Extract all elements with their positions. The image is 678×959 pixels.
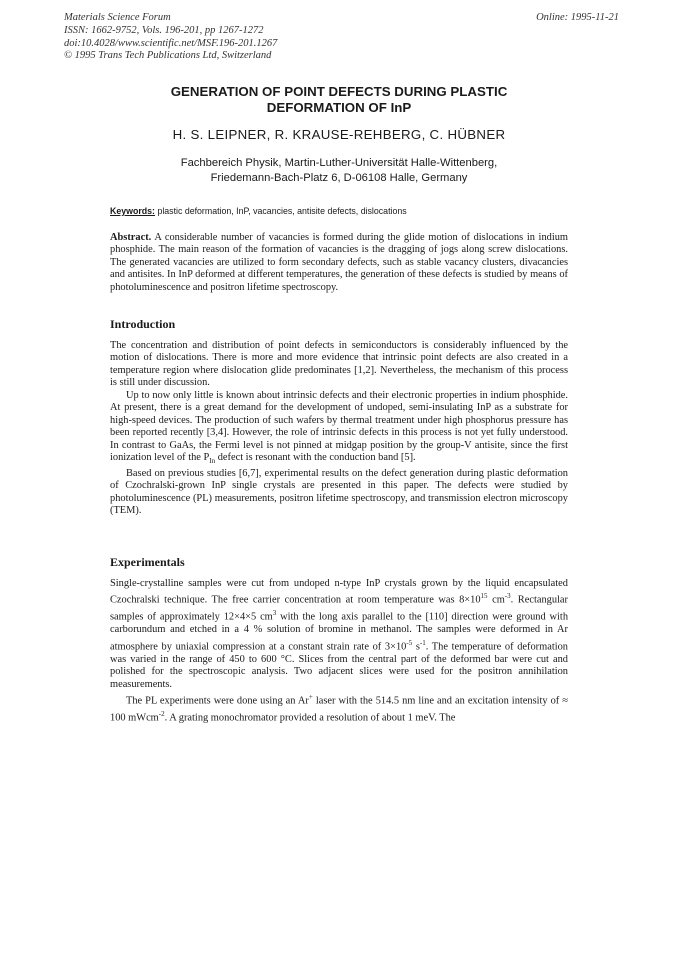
title-line-1: GENERATION OF POINT DEFECTS DURING PLASTIC bbox=[170, 84, 508, 99]
keywords-label: Keywords: bbox=[110, 206, 155, 216]
exp-paragraph-2: The PL experiments were done using an Ar+ laser with the 514.5 nm line and an excitation intensity of ≈ 100 mWcm$^{-2}$. A grating monochromator provided a resolution of about 1 meV. The bbox=[110, 693, 568, 724]
introduction-body bbox=[110, 340, 568, 517]
intro-paragraph-3: Based on previous studies [6,7], experimental results on the defect generation during plastic deformation of Czochralski-grown InP single crystals are presented in this paper. The defects were studied by photoluminescence (PL) measurements, positron lifetime spectroscopy, and transmission electron microscopy (TEM). bbox=[110, 467, 568, 516]
affiliation-line-1: Fachbereich Physik, Martin-Luther-Universität Halle-Wittenberg, bbox=[180, 157, 498, 169]
keywords bbox=[110, 206, 570, 216]
experimentals-body bbox=[110, 578, 568, 725]
issn-line: ISSN: 1662-9752, Vols. 196-201, pp 1267-1272 bbox=[64, 24, 264, 36]
doi-line[interactable]: doi:10.4028/www.scientific.net/MSF.196-201.1267 bbox=[64, 37, 278, 49]
journal-name: Materials Science Forum bbox=[64, 12, 171, 23]
experimentals-heading: Experimentals bbox=[110, 555, 185, 569]
affiliation-line-2: Friedemann-Bach-Platz 6, D-06108 Halle, Germany bbox=[210, 172, 468, 184]
abstract-label: Abstract. bbox=[110, 232, 152, 243]
exp-paragraph-1: Single-crystalline samples were cut from undoped n-type InP crystals grown by the liquid encapsulated Czochralski technique. The free carrier concentration at room temperature was $8\times 10^{15}$ $cm^{-3}$. Rectangular samples of approximately 12×4×5 $cm^3$ with the long axis parallel to the [110] direction were ground with carborundum and etched in a 4 % solution of bromine in methanol. The samples were deformed in Ar atmosphere by uniaxial compression at a constant strain rate of $3\times 10^{-5}$ $s^{-1}$. The temperature of deformation was varied in the range of 450 to 600 °C. Slices from the central part of the deformed bar were cut and polished for the spectroscopic analysis. Two adjacent slices were used for the positron annihilation measurements. bbox=[110, 578, 569, 690]
introduction-heading: Introduction bbox=[110, 317, 176, 331]
online-date: Online: 1995-11-21 bbox=[536, 12, 619, 23]
abstract-text: A considerable number of vacancies is formed during the glide motion of dislocations in indium phosphide. The main reason of the formation of vacancies is the dragging of jogs along screw dislocations. The generated vacancies are utilized to form secondary defects, such as stable vacancy clusters, divacancies and antisites. In InP deformed at different temperatures, the generation of these defects is studied by means of photoluminescence and positron lifetime spectroscopy. bbox=[110, 232, 568, 293]
abstract bbox=[110, 232, 568, 294]
publication-info bbox=[64, 12, 277, 63]
intro-paragraph-1: The concentration and distribution of point defects in semiconductors is considerably influenced by the motion of dislocations. There is more and more evidence that intrinsic point defects are also created in a temperature region where dislocation glide predominates [1,2]. Nevertheless, the mechanism of this process is still under discussion. bbox=[110, 340, 568, 389]
intro-paragraph-2: Up to now only little is known about intrinsic defects and their electronic properties in indium phosphide. At present, there is a great demand for the development of undoped, semi-insulating InP as a substrate for high-speed devices. The production of such wafers by thermal treatment under high phosphorus pressure has been reported recently [3,4]. However, the role of intrinsic defects in this process is not yet fully understood. In contrast to GaAs, the Fermi level is not pinned at midgap position by the group-V antisite, since the first ionization level of the $P_{In}$ defect is resonant with the conduction band [5]. bbox=[110, 389, 568, 466]
title-line-2: DEFORMATION OF InP bbox=[266, 100, 412, 115]
copyright-line: © 1995 Trans Tech Publications Ltd, Switzerland bbox=[64, 50, 272, 62]
paper-title bbox=[110, 84, 568, 116]
affiliation bbox=[110, 156, 568, 186]
authors: H. S. LEIPNER, R. KRAUSE-REHBERG, C. HÜBNER bbox=[172, 127, 506, 142]
keywords-text: plastic deformation, InP, vacancies, antisite defects, dislocations bbox=[157, 206, 407, 216]
